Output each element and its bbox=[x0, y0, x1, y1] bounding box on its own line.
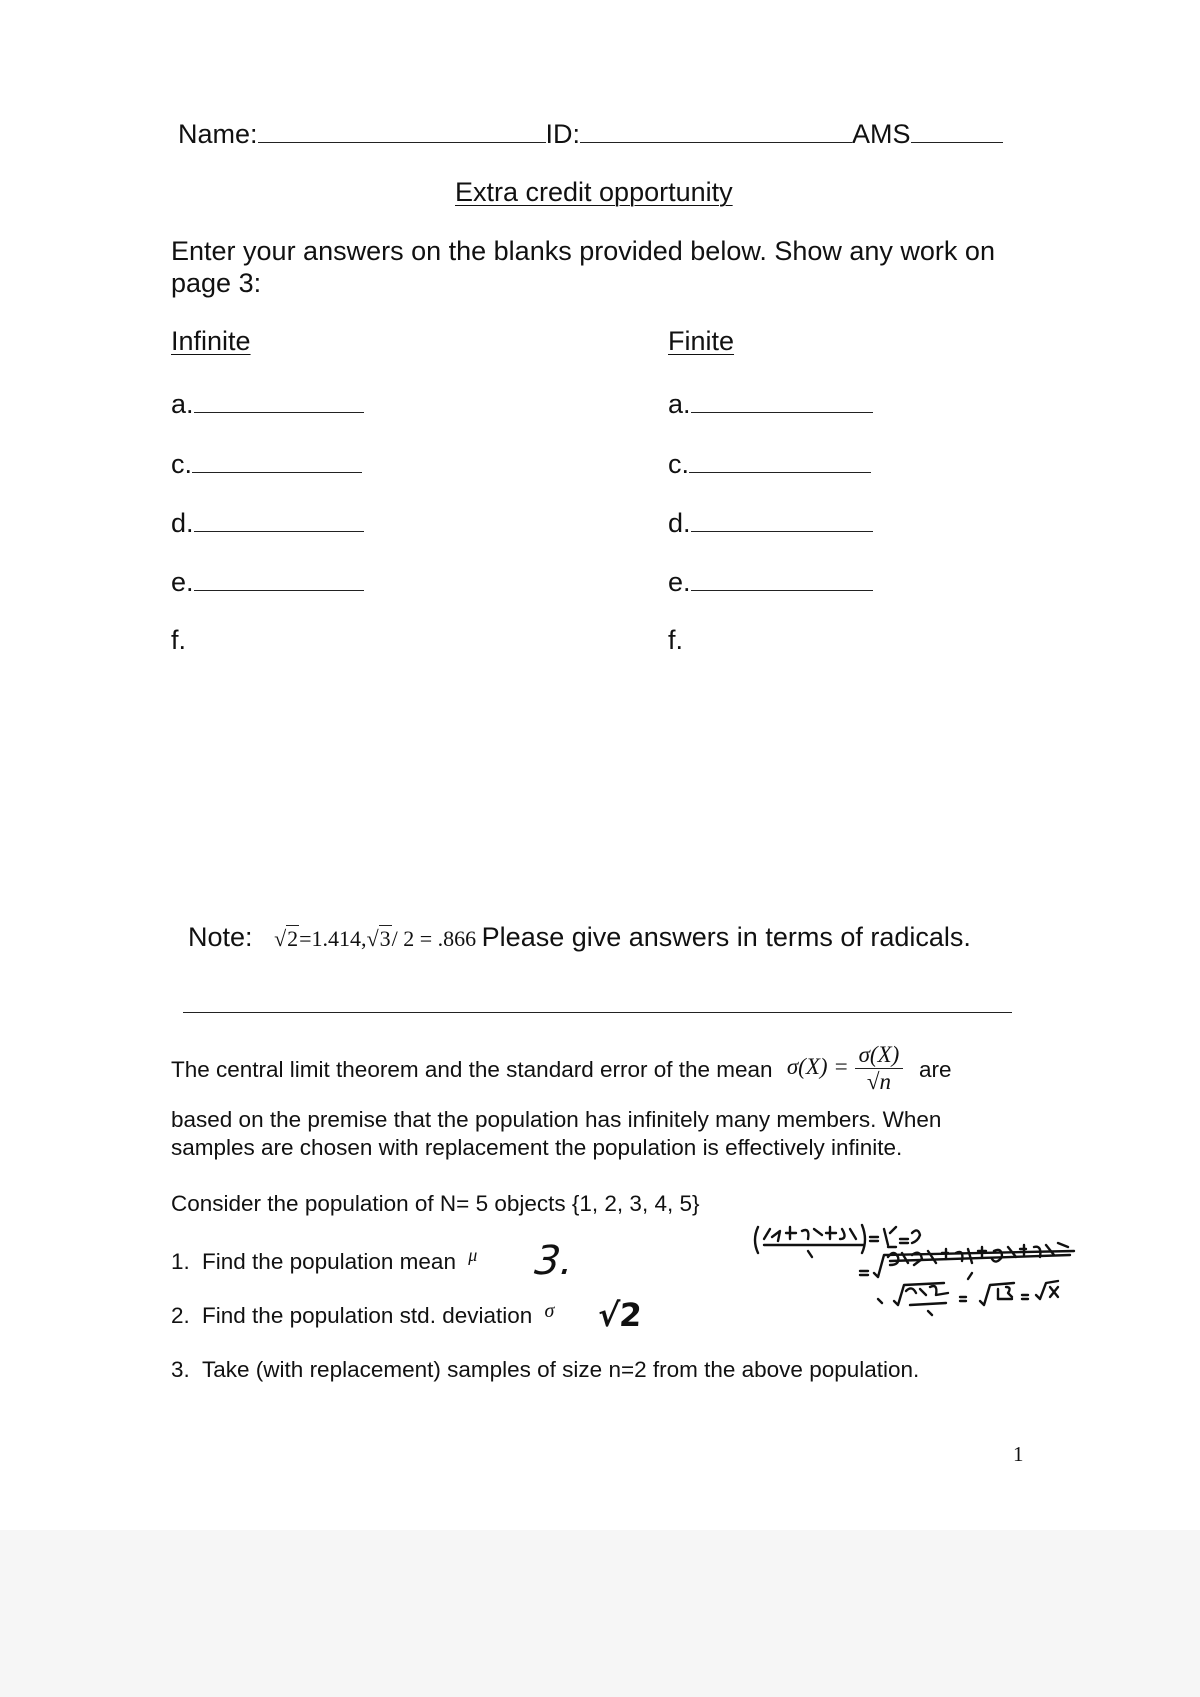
instructions-line-1: Enter your answers on the blanks provided below. Show any work on bbox=[171, 236, 995, 266]
finite-answer-d[interactable]: d. bbox=[668, 507, 873, 539]
infinite-answer-d[interactable]: d. bbox=[171, 507, 364, 539]
question-1: 1. Find the population mean $^\mu$ bbox=[171, 1245, 478, 1274]
instructions-line-2: page 3: bbox=[171, 268, 262, 298]
note-formula: √2=1.414,√3/ 2 = .866 bbox=[274, 926, 477, 951]
finite-answer-e[interactable]: e. bbox=[668, 566, 873, 598]
finite-heading: Finite bbox=[668, 326, 735, 356]
handwritten-answer-2: √2 bbox=[596, 1296, 643, 1334]
question-2: 2. Find the population std. deviation σ bbox=[171, 1300, 555, 1328]
finite-answer-f: f. bbox=[668, 625, 684, 655]
ams-blank[interactable] bbox=[911, 118, 1003, 143]
id-label: ID: bbox=[545, 119, 581, 149]
infinite-answer-c[interactable]: c. bbox=[171, 448, 362, 480]
finite-answer-c[interactable]: c. bbox=[668, 448, 871, 480]
page-title: Extra credit opportunity bbox=[455, 177, 733, 207]
handwritten-scratch-work bbox=[750, 1215, 1090, 1325]
population-statement: Consider the population of N= 5 objects {1, 2, 3, 4, 5} bbox=[171, 1191, 700, 1216]
sigma-symbol: σ bbox=[544, 1300, 555, 1322]
question-3: 3. Take (with replacement) samples of size n=2 from the above population. bbox=[171, 1357, 920, 1382]
note-text: Please give answers in terms of radicals. bbox=[481, 922, 971, 952]
id-blank[interactable] bbox=[580, 118, 852, 143]
divider bbox=[183, 1012, 1012, 1013]
infinite-answer-f: f. bbox=[171, 625, 187, 655]
handwritten-answer-1: 3. bbox=[532, 1238, 576, 1284]
finite-answer-a[interactable]: a. bbox=[668, 388, 873, 420]
page-number: 1 bbox=[1013, 1442, 1024, 1466]
ams-label: AMS bbox=[852, 119, 911, 149]
name-blank[interactable] bbox=[258, 118, 546, 143]
mu-symbol: μ bbox=[468, 1245, 478, 1265]
note-line bbox=[188, 922, 971, 953]
clt-line-1: The central limit theorem and the standard error of the mean σ(X) = $\frac{\sigma(X)}{√n}$ are bbox=[171, 1042, 952, 1094]
background-area bbox=[0, 1530, 1200, 1697]
infinite-answer-a[interactable]: a. bbox=[171, 388, 364, 420]
sqrt-2: √2 bbox=[274, 926, 299, 951]
clt-line-2: based on the premise that the population has infinitely many members. When bbox=[171, 1107, 942, 1132]
infinite-heading: Infinite bbox=[171, 326, 251, 356]
name-label: Name: bbox=[178, 119, 258, 149]
sqrt-3: √3 bbox=[366, 926, 391, 951]
name-field[interactable] bbox=[178, 118, 1003, 150]
standard-error-formula: σ(X) = $\frac{\sigma(X)}{√n}$ bbox=[787, 1054, 909, 1079]
infinite-answer-e[interactable]: e. bbox=[171, 566, 364, 598]
note-label: Note: bbox=[188, 922, 253, 952]
clt-line-3: samples are chosen with replacement the population is effectively infinite. bbox=[171, 1135, 903, 1160]
